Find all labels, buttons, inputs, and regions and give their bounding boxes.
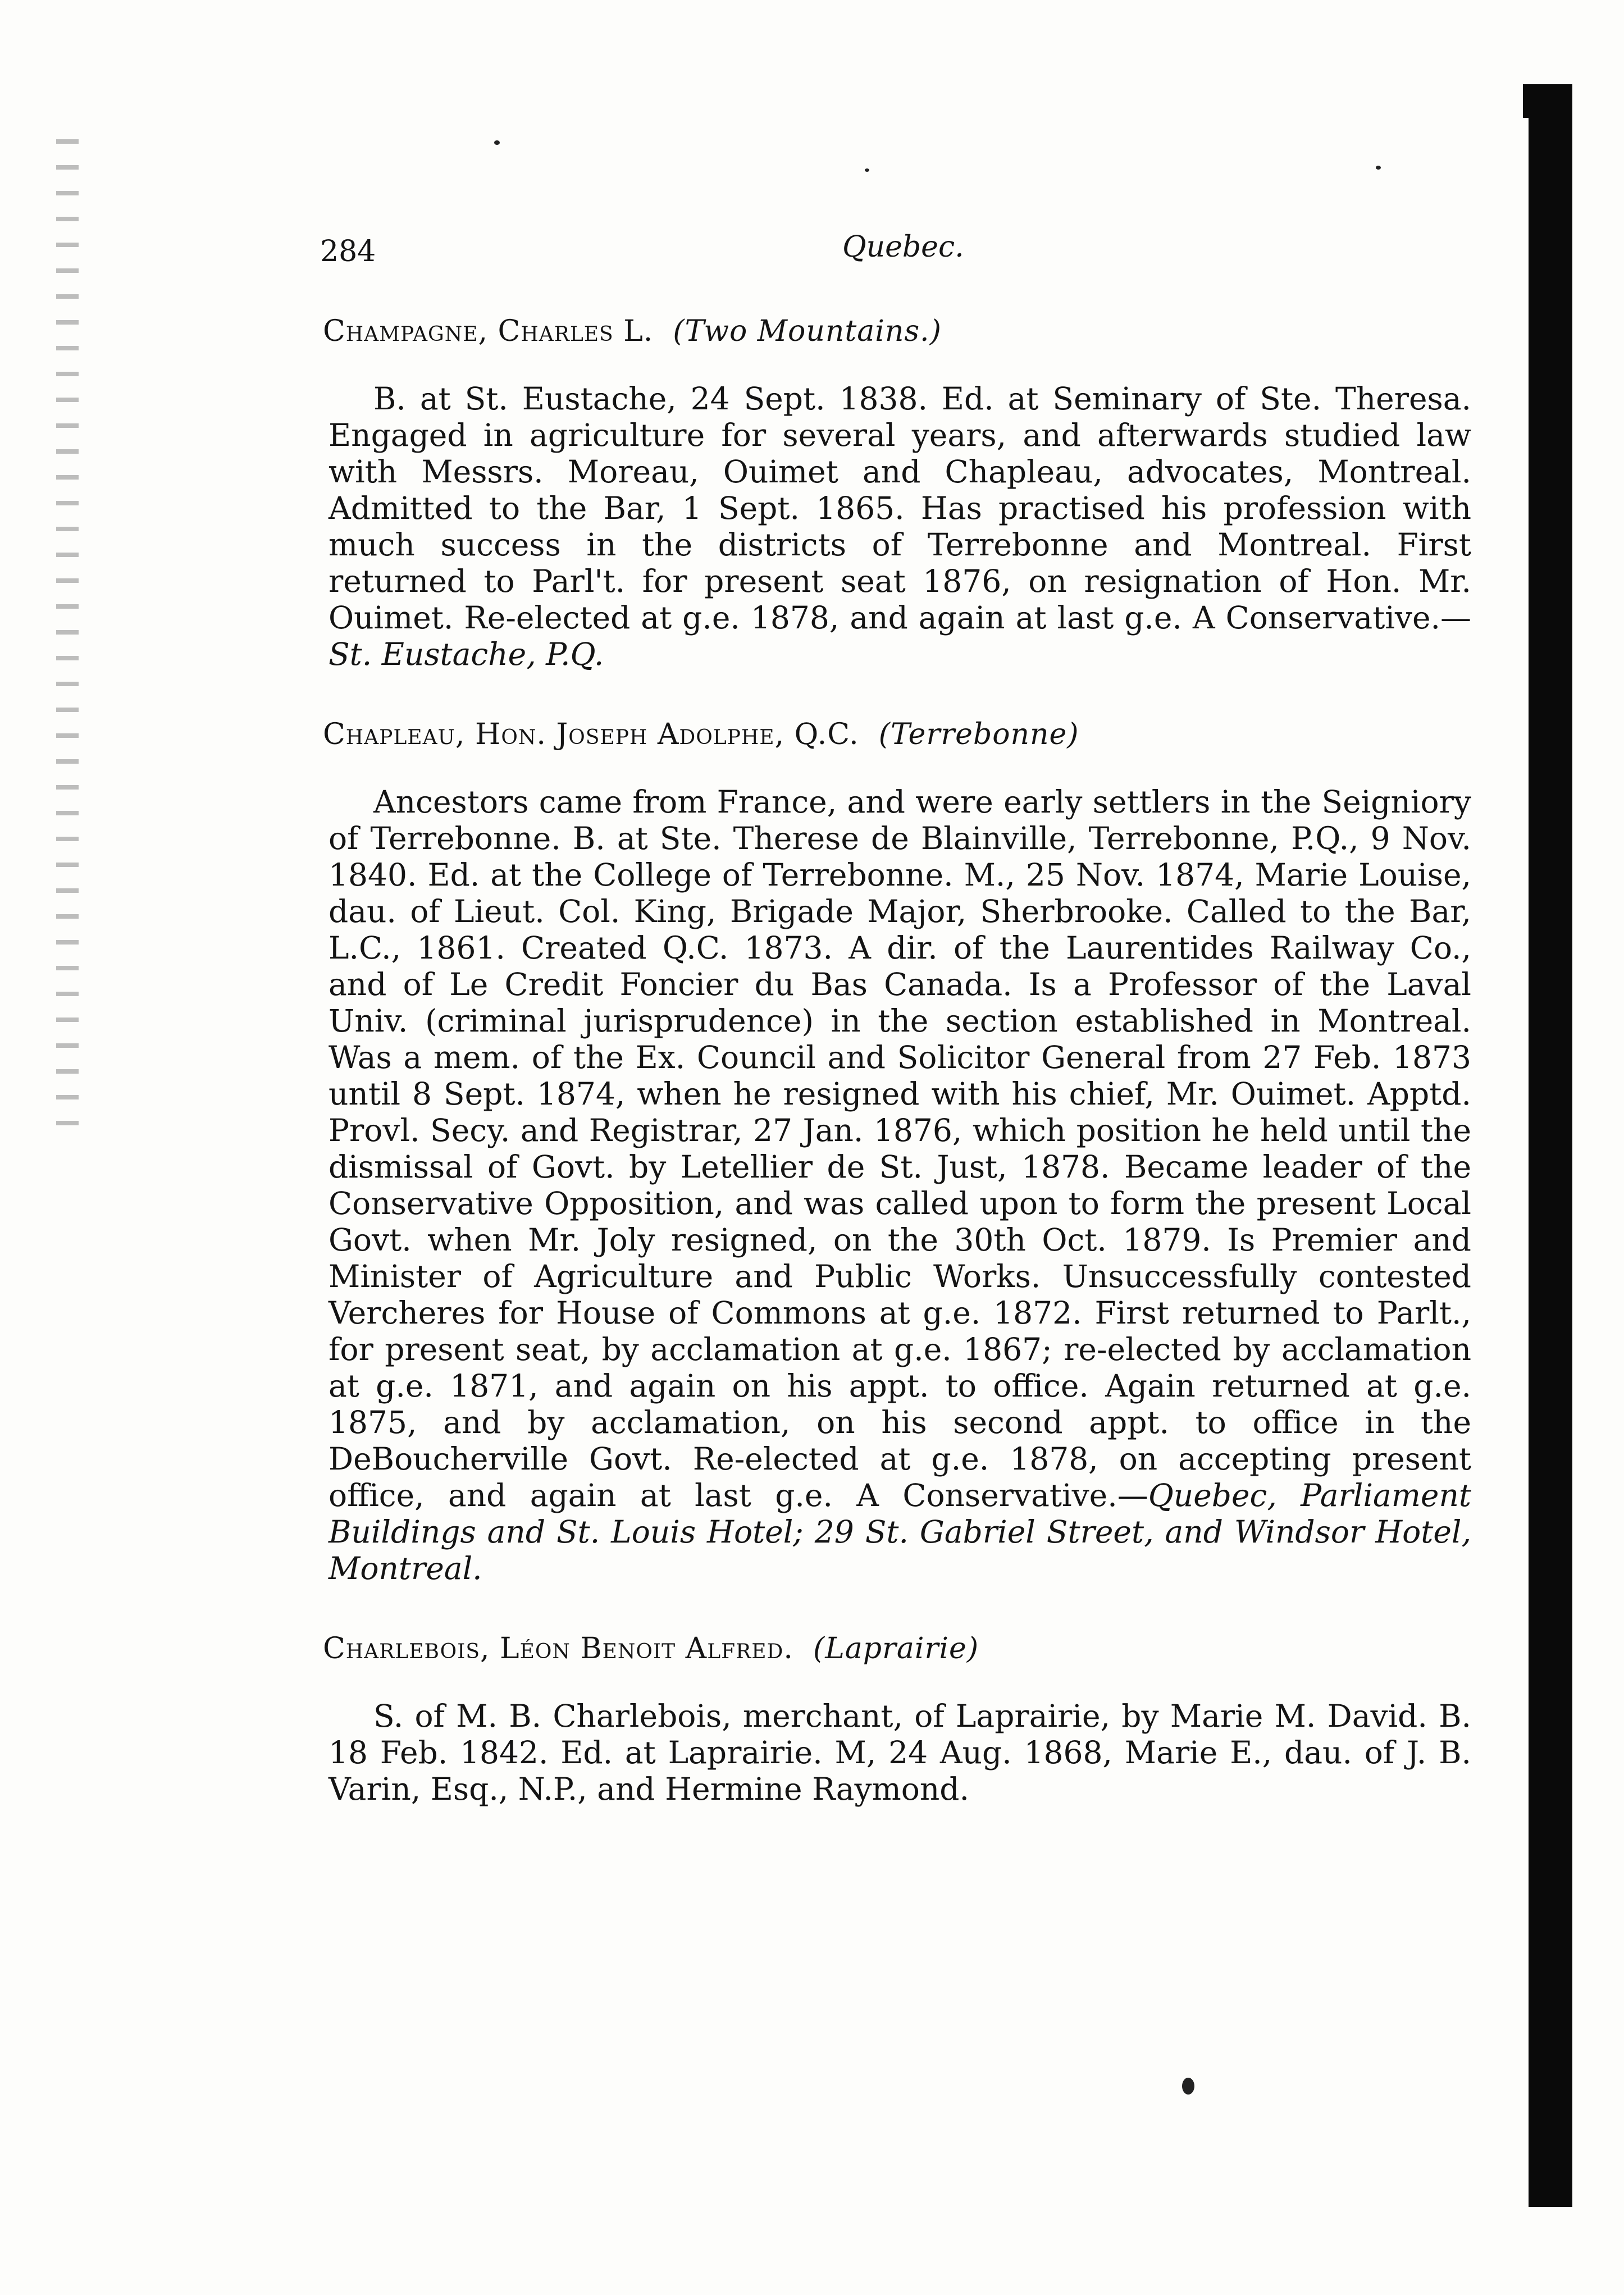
biographical-entry: [323, 314, 1471, 673]
entry-riding: (Terrebonne): [878, 718, 1079, 751]
entry-body: [329, 381, 1471, 673]
page-header: [320, 230, 1522, 280]
entry-name: Champagne, Charles L.: [323, 314, 654, 348]
entry-text: S. of M. B. Charlebois, merchant, of Laprairie, by Marie M. David. B. 18 Feb. 1842. Ed. at Laprairie. M, 24 Aug. 1868, Marie E., dau. of J. B. Varin, Esq., N.P., and Hermine Raymond.: [329, 1698, 1471, 1807]
entry-address: Quebec, Parliament Buildings and St. Louis Hotel; 29 St. Gabriel Street, and Windsor Hotel, Montreal.: [329, 1477, 1471, 1586]
entry-name: Chapleau, Hon. Joseph Adolphe, Q.C.: [323, 718, 859, 751]
entry-body: [329, 784, 1471, 1587]
binding-edge-tip: [1523, 84, 1534, 118]
entry-heading: [323, 1632, 1471, 1666]
entry-riding: (Laprairie): [813, 1632, 979, 1666]
entry-heading: [323, 718, 1471, 751]
biographical-entry: [323, 718, 1471, 1587]
entry-text: Ancestors came from France, and were early settlers in the Seigniory of Terrebonne. B. at Ste. Therese de Blainville, Terrebonne, P.Q., 9 Nov. 1840. Ed. at the College of Terrebonne. M., 25 Nov. 1874, Marie Louise, dau. of Lieut. Col. King, Brigade Major, Sherbrooke. Called to the Bar, L.C., 1861. Created Q.C. 1873. A dir. of the Laurentides Railway Co., and of Le Credit Foncier du Bas Canada. Is a Professor of the Laval Univ. (criminal jurisprudence) in the section established in Montreal. Was a mem. of the Ex. Council and Solicitor General from 27 Feb. 1873 until 8 Sept. 1874, when he resigned with his chief, Mr. Ouimet. Apptd. Provl. Secy. and Registrar, 27 Jan. 1876, which position he held until the dismissal of Govt. by Letellier de St. Just, 1878. Became leader of the Conservative Opposition, and was called upon to form the present Local Govt. when Mr. Joly resigned, on the 30th Oct. 1879. Is Premier and Minister of Agriculture and Public Works. Unsuccessfully contested Vercheres for House of Commons at g.e. 1872. First returned to Parlt., for present seat, by acclamation at g.e. 1867; re-elected by acclamation at g.e. 1871, and again on his appt. to office. Again returned at g.e. 1875, and by acclamation, on his second appt. to office in the DeBoucherville Govt. Re-elected at g.e. 1878, on accepting present office, and again at last g.e. A Conservative.—: [329, 784, 1471, 1513]
scan-speck: [865, 168, 869, 172]
entry-riding: (Two Mountains.): [673, 314, 942, 348]
scan-speck: [1182, 2078, 1194, 2095]
page-number: 284: [320, 235, 376, 268]
entry-text: B. at St. Eustache, 24 Sept. 1838. Ed. at Seminary of Ste. Theresa. Engaged in agriculture for several years, and afterwards studied law with Messrs. Moreau, Ouimet and Chapleau, advocates, Montreal. Admitted to the Bar, 1 Sept. 1865. Has practised his profession with much success in the districts of Terrebonne and Montreal. First returned to Parl't. for present seat 1876, on resignation of Hon. Mr. Ouimet. Re-elected at g.e. 1878, and again at last g.e. A Conservative.—: [329, 381, 1471, 636]
left-margin-specks: [56, 118, 79, 1129]
entry-heading: [323, 314, 1471, 348]
scan-speck: [494, 140, 500, 145]
running-head: Quebec.: [842, 230, 964, 264]
entry-body: [329, 1698, 1471, 1808]
scan-speck: [1376, 166, 1381, 170]
entry-name: Charlebois, Léon Benoit Alfred.: [323, 1632, 793, 1666]
biographical-entry: [323, 1632, 1471, 1808]
binding-edge-shadow: [1529, 84, 1572, 2207]
entry-address: St. Eustache, P.Q.: [329, 636, 604, 672]
page-content: [323, 314, 1471, 1808]
